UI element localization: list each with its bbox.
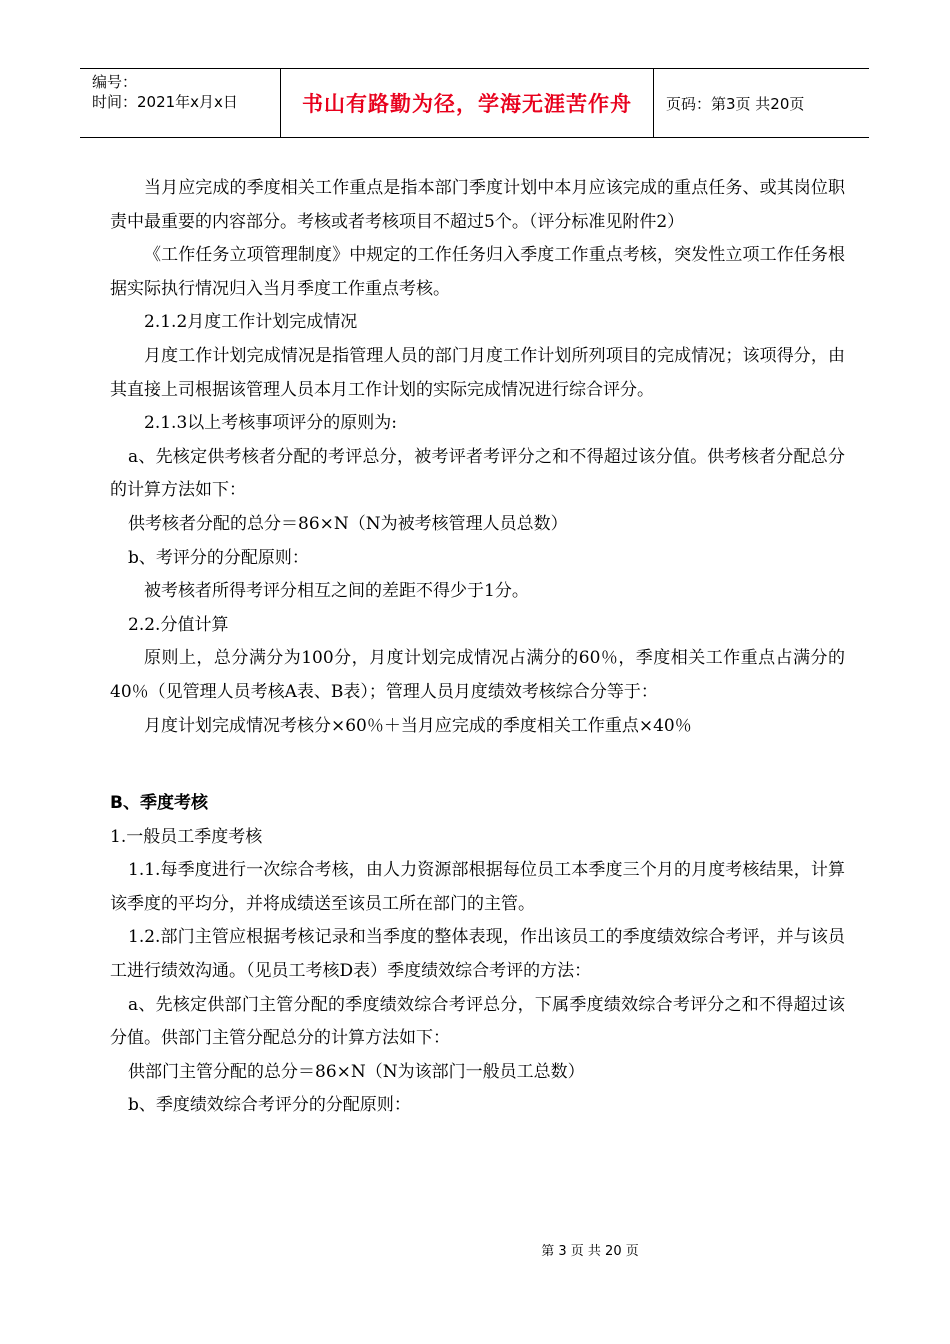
header-meta bbox=[80, 69, 281, 137]
paragraph: 1.1.每季度进行一次综合考核，由人力资源部根据每位员工本季度三个月的月度考核结果，计算该季度的平均分，并将成绩送至该员工所在部门的主管。 bbox=[110, 860, 845, 914]
header-page-info: 页码：第3页 共20页 bbox=[666, 94, 805, 113]
section-title: B、季度考核 bbox=[110, 793, 208, 814]
subheading: 1.一般员工季度考核 bbox=[110, 826, 263, 847]
paragraph: a、先核定供部门主管分配的季度绩效综合考评总分，下属季度绩效综合考评分之和不得超过该分值。供部门主管分配总分的计算方法如下： bbox=[110, 994, 845, 1049]
paragraph: 原则上，总分满分为100分，月度计划完成情况占满分的60％，季度相关工作重点占满分的40％（见管理人员考核A表、B表）；管理人员月度绩效考核综合分等于： bbox=[110, 648, 845, 702]
document-number-label: 编号： bbox=[92, 73, 138, 91]
paragraph: b、季度绩效综合考评分的分配原则： bbox=[128, 1095, 411, 1116]
subheading: 2.2.分值计算 bbox=[128, 614, 229, 635]
page-footer: 第 3 页 共 20 页 bbox=[541, 1244, 639, 1259]
paragraph: b、考评分的分配原则： bbox=[128, 547, 309, 568]
paragraph: 月度工作计划完成情况是指管理人员的部门月度工作计划所列项目的完成情况；该项得分，由其直接上司根据该管理人员本月工作计划的实际完成情况进行综合评分。 bbox=[110, 345, 845, 400]
header-motto: 书山有路勤为径，学海无涯苦作舟 bbox=[281, 69, 654, 137]
page-header bbox=[80, 68, 869, 138]
document-body bbox=[110, 172, 845, 1123]
paragraph: a、先核定供考核者分配的考评总分，被考评者考评分之和不得超过该分值。供考核者分配总分的计算方法如下： bbox=[110, 446, 845, 501]
paragraph: 当月应完成的季度相关工作重点是指本部门季度计划中本月应该完成的重点任务、或其岗位职责中最重要的内容部分。考核或者考核项目不超过5个。（评分标准见附件2） bbox=[110, 178, 845, 232]
formula: 供考核者分配的总分＝86×N（N为被考核管理人员总数） bbox=[128, 513, 568, 534]
paragraph: 1.2.部门主管应根据考核记录和当季度的整体表现，作出该员工的季度绩效综合考评，并与该员工进行绩效沟通。（见员工考核D表）季度绩效综合考评的方法： bbox=[110, 927, 845, 982]
paragraph: 被考核者所得考评分相互之间的差距不得少于1分。 bbox=[144, 581, 529, 602]
subheading: 2.1.2月度工作计划完成情况 bbox=[144, 312, 358, 333]
subheading: 2.1.3以上考核事项评分的原则为: bbox=[144, 413, 397, 434]
formula: 月度计划完成情况考核分×60％＋当月应完成的季度相关工作重点×40％ bbox=[144, 715, 692, 736]
section-gap bbox=[110, 743, 845, 787]
formula: 供部门主管分配的总分＝86×N（N为该部门一般员工总数） bbox=[128, 1061, 585, 1082]
paragraph: 《工作任务立项管理制度》中规定的工作任务归入季度工作重点考核，突发性立项工作任务根据实际执行情况归入当月季度工作重点考核。 bbox=[110, 245, 845, 299]
document-date: 时间：2021年x月x日 bbox=[92, 93, 238, 111]
